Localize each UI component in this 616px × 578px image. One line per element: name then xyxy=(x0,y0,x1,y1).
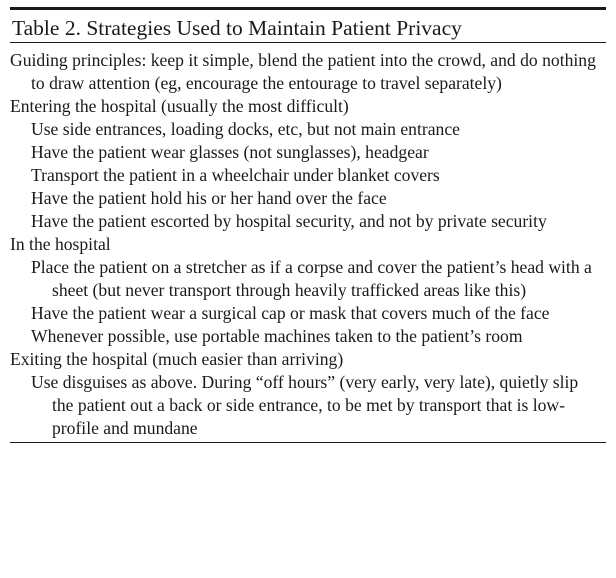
list-item: Have the patient hold his or her hand over the face xyxy=(31,188,387,208)
table-title: Table 2. Strategies Used to Maintain Patient Privacy xyxy=(12,16,462,40)
list-item: Have the patient escorted by hospital security, and not by private security xyxy=(31,211,547,231)
section-heading-entering: Entering the hospital (usually the most difficult) xyxy=(10,96,349,116)
section-heading-exiting: Exiting the hospital (much easier than arriving) xyxy=(10,349,344,369)
list-item: Place the patient on a stretcher as if a corpse and cover the patient’s head with a sheet (but never transport through heavily trafficked areas like this) xyxy=(31,257,592,300)
list-item: Use disguises as above. During “off hours” (very early, very late), quietly slip the patient out a back or side entrance, to be met by transport that is low-profile and mundane xyxy=(31,372,579,438)
section-heading-in-hospital: In the hospital xyxy=(10,234,111,254)
bottom-rule xyxy=(10,442,606,443)
list-item: Transport the patient in a wheelchair under blanket covers xyxy=(31,165,440,185)
list-item: Have the patient wear glasses (not sunglasses), headgear xyxy=(31,142,429,162)
table-body xyxy=(10,43,606,440)
list-item: Use side entrances, loading docks, etc, but not main entrance xyxy=(31,119,460,139)
list-item: Whenever possible, use portable machines taken to the patient’s room xyxy=(31,326,523,346)
list-item: Have the patient wear a surgical cap or mask that covers much of the face xyxy=(31,303,550,323)
privacy-strategies-table xyxy=(10,0,606,443)
guiding-principles: Guiding principles: keep it simple, blend the patient into the crowd, and do nothing to draw attention (eg, encourage the entourage to travel separately) xyxy=(10,50,596,93)
